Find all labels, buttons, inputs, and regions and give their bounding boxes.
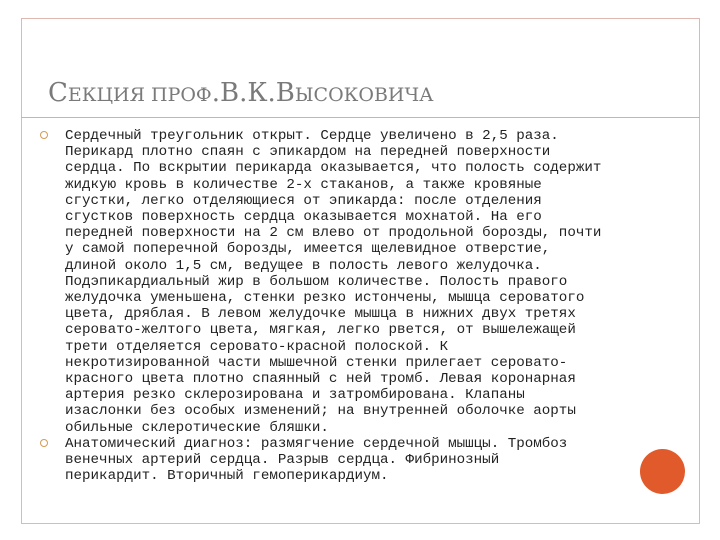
slide-title [48,78,434,108]
title-smallcaps-2: ЫСОКОВИЧА [294,84,434,106]
text-line: передней поверхности на 2 см влево от продольной борозды, почти [65,225,602,242]
decorative-circle-icon [640,449,685,494]
text-line: красного цвета плотно спаянный с ней тромб. Левая коронарная [65,371,576,388]
text-line: некротизированной части мышечной стенки прилегает серовато- [65,354,568,371]
slide-body [40,128,630,484]
text-line: перикардит. Вторичный гемоперикардиум. [65,468,389,485]
text-line: серовато-желтого цвета, мягкая, легко рвется, от вышележащей [65,322,576,339]
text-line: жидкую кровь в количестве 2-х стаканов, а также кровяные [65,176,542,193]
title-initials: .В.К.В [211,78,295,108]
bullet-item-autopsy [40,128,630,436]
text-line: сердца. По вскрытии перикарда оказывается, что полость содержит [65,160,602,177]
text-line: у самой поперечной борозды, имеется щелевидное отверстие, [65,241,551,258]
text-line: сгустков поверхность сердца оказывается мохнатой. На его [65,209,542,226]
text-line: изаслонки без особых изменений; на внутренней оболочке аорты [65,403,576,420]
text-line: артерия резко склерозирована и затромбирована. Клапаны [65,387,525,404]
text-line: длиной около 1,5 см, ведущее в полость левого желудочка. [65,257,542,274]
title-divider [21,117,700,118]
title-initial-1: С [48,78,68,108]
text-line: трети отделяется серовато-красной полоской. К [65,338,449,355]
text-line: цвета, дряблая. В левом желудочке мышца в нижних двух третях [65,306,576,323]
bullet-item-diagnosis [40,436,630,485]
text-line: Подэпикардиальный жир в большом количестве. Полость правого [65,273,568,290]
text-line: Сердечный треугольник открыт. Сердце увеличено в 2,5 раза. [65,128,559,144]
text-line: Анатомический диагноз: размягчение сердечной мышцы. Тромбоз [65,435,568,452]
title-smallcaps-1: ЕКЦИЯ ПРОФ [67,84,212,106]
text-line: венечных артерий сердца. Разрыв сердца. Фибринозный [65,452,500,469]
bullet-circle-icon [40,439,48,447]
text-line: сгустки, легко отделяющиеся от эпикарда: после отделения [65,192,542,209]
text-line: Перикард плотно спаян с эпикардом на передней поверхности [65,144,551,161]
text-line: желудочка уменьшена, стенки резко истончены, мышца сероватого [65,290,585,307]
bullet-circle-icon [40,131,48,139]
text-line: обильные склеротические бляшки. [65,419,329,436]
